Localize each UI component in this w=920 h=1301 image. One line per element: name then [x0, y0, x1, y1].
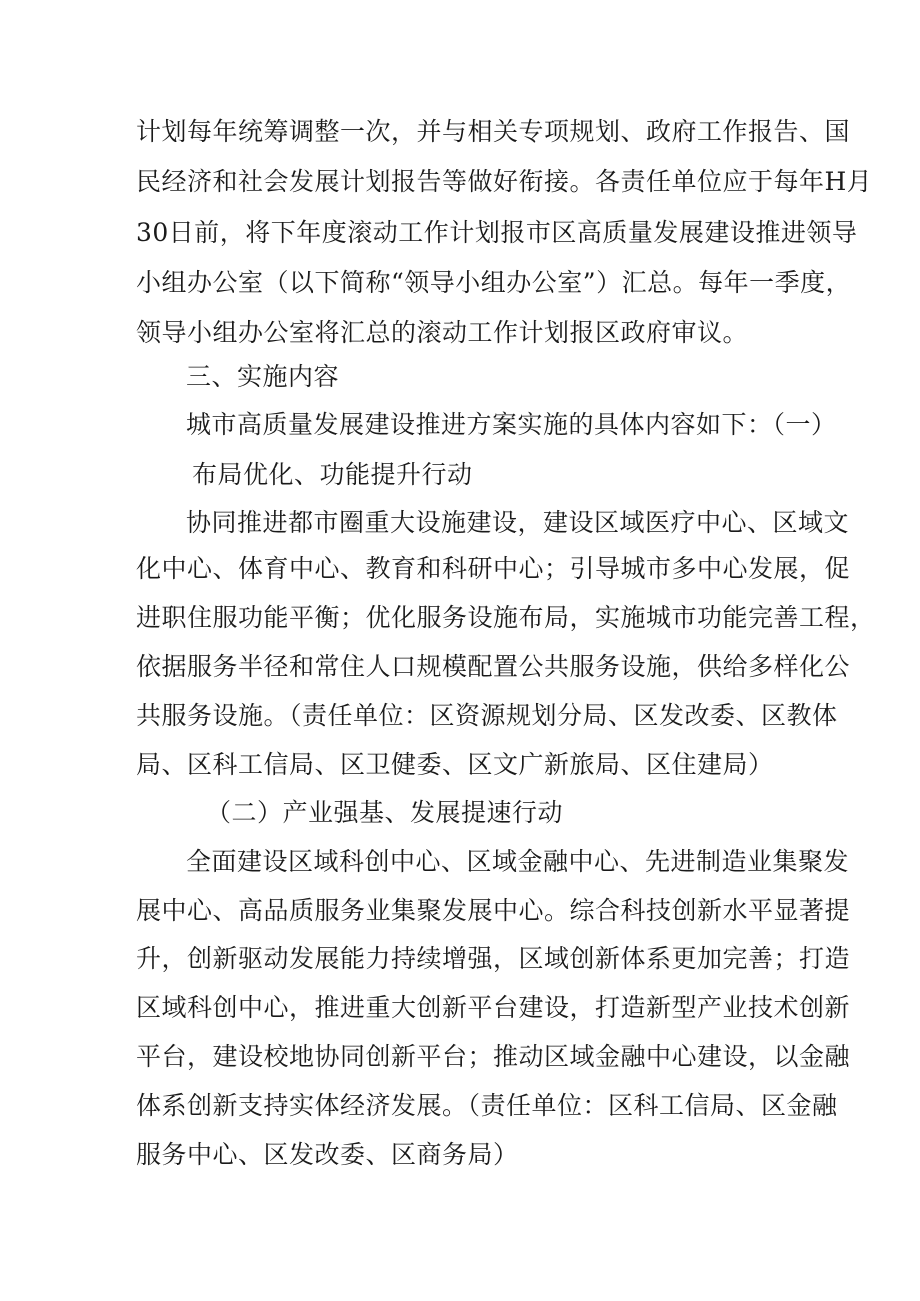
paragraph-line-5: 领导小组办公室将汇总的滚动工作计划报区政府审议。	[136, 318, 749, 347]
paragraph-line-15: 区域科创中心，推进重大创新平台建设，打造新型产业技术创新	[136, 993, 851, 1022]
paragraph-line-12: 全面建设区域科创中心、区域金融中心、先进制造业集聚发	[186, 847, 850, 876]
paragraph-line-11: 局、区科工信局、区卫健委、区文广新旅局、区住建局）	[136, 750, 774, 779]
paragraph-line-7: 化中心、体育中心、教育和科研中心；引导城市多中心发展，促	[136, 554, 851, 583]
paragraph-line-2: 民经济和社会发展计划报告等做好衔接。各责任单位应于每年H月	[136, 167, 873, 196]
paragraph-line-13: 展中心、高品质服务业集聚发展中心。综合科技创新水平显著提	[136, 896, 851, 925]
subsection-heading-2: （二）产业强基、发展提速行动	[206, 798, 564, 827]
paragraph-line-9: 依据服务半径和常住人口规模配置公共服务设施，供给多样化公	[136, 652, 851, 681]
paragraph-line-17: 体系创新支持实体经济发展。（责任单位：区科工信局、区金融	[136, 1091, 838, 1120]
paragraph-line-14: 升，创新驱动发展能力持续增强，区域创新体系更加完善；打造	[136, 944, 851, 973]
paragraph-line-16: 平台，建设校地协同创新平台；推动区域金融中心建设，以金融	[136, 1042, 851, 1071]
section-heading: 三、实施内容	[186, 362, 340, 391]
paragraph-line-1: 计划每年统筹调整一次，并与相关专项规划、政府工作报告、国	[136, 117, 851, 146]
paragraph-line-3: 30日前，将下年度滚动工作计划报市区高质量发展建设推进领导	[136, 218, 858, 247]
paragraph-line-4: 小组办公室（以下简称“领导小组办公室”）汇总。每年一季度，	[136, 268, 852, 297]
paragraph-line-8: 进职住服功能平衡；优化服务设施布局，实施城市功能完善工程，	[136, 603, 876, 632]
subsection-heading-1: 布局优化、功能提升行动	[192, 460, 473, 489]
section-intro: 城市高质量发展建设推进方案实施的具体内容如下：（一）	[186, 410, 837, 439]
paragraph-line-18: 服务中心、区发改委、区商务局）	[136, 1140, 519, 1169]
paragraph-line-6: 协同推进都市圈重大设施建设，建设区域医疗中心、区域文	[186, 508, 850, 537]
paragraph-line-10: 共服务设施。（责任单位：区资源规划分局、区发改委、区教体	[136, 701, 838, 730]
